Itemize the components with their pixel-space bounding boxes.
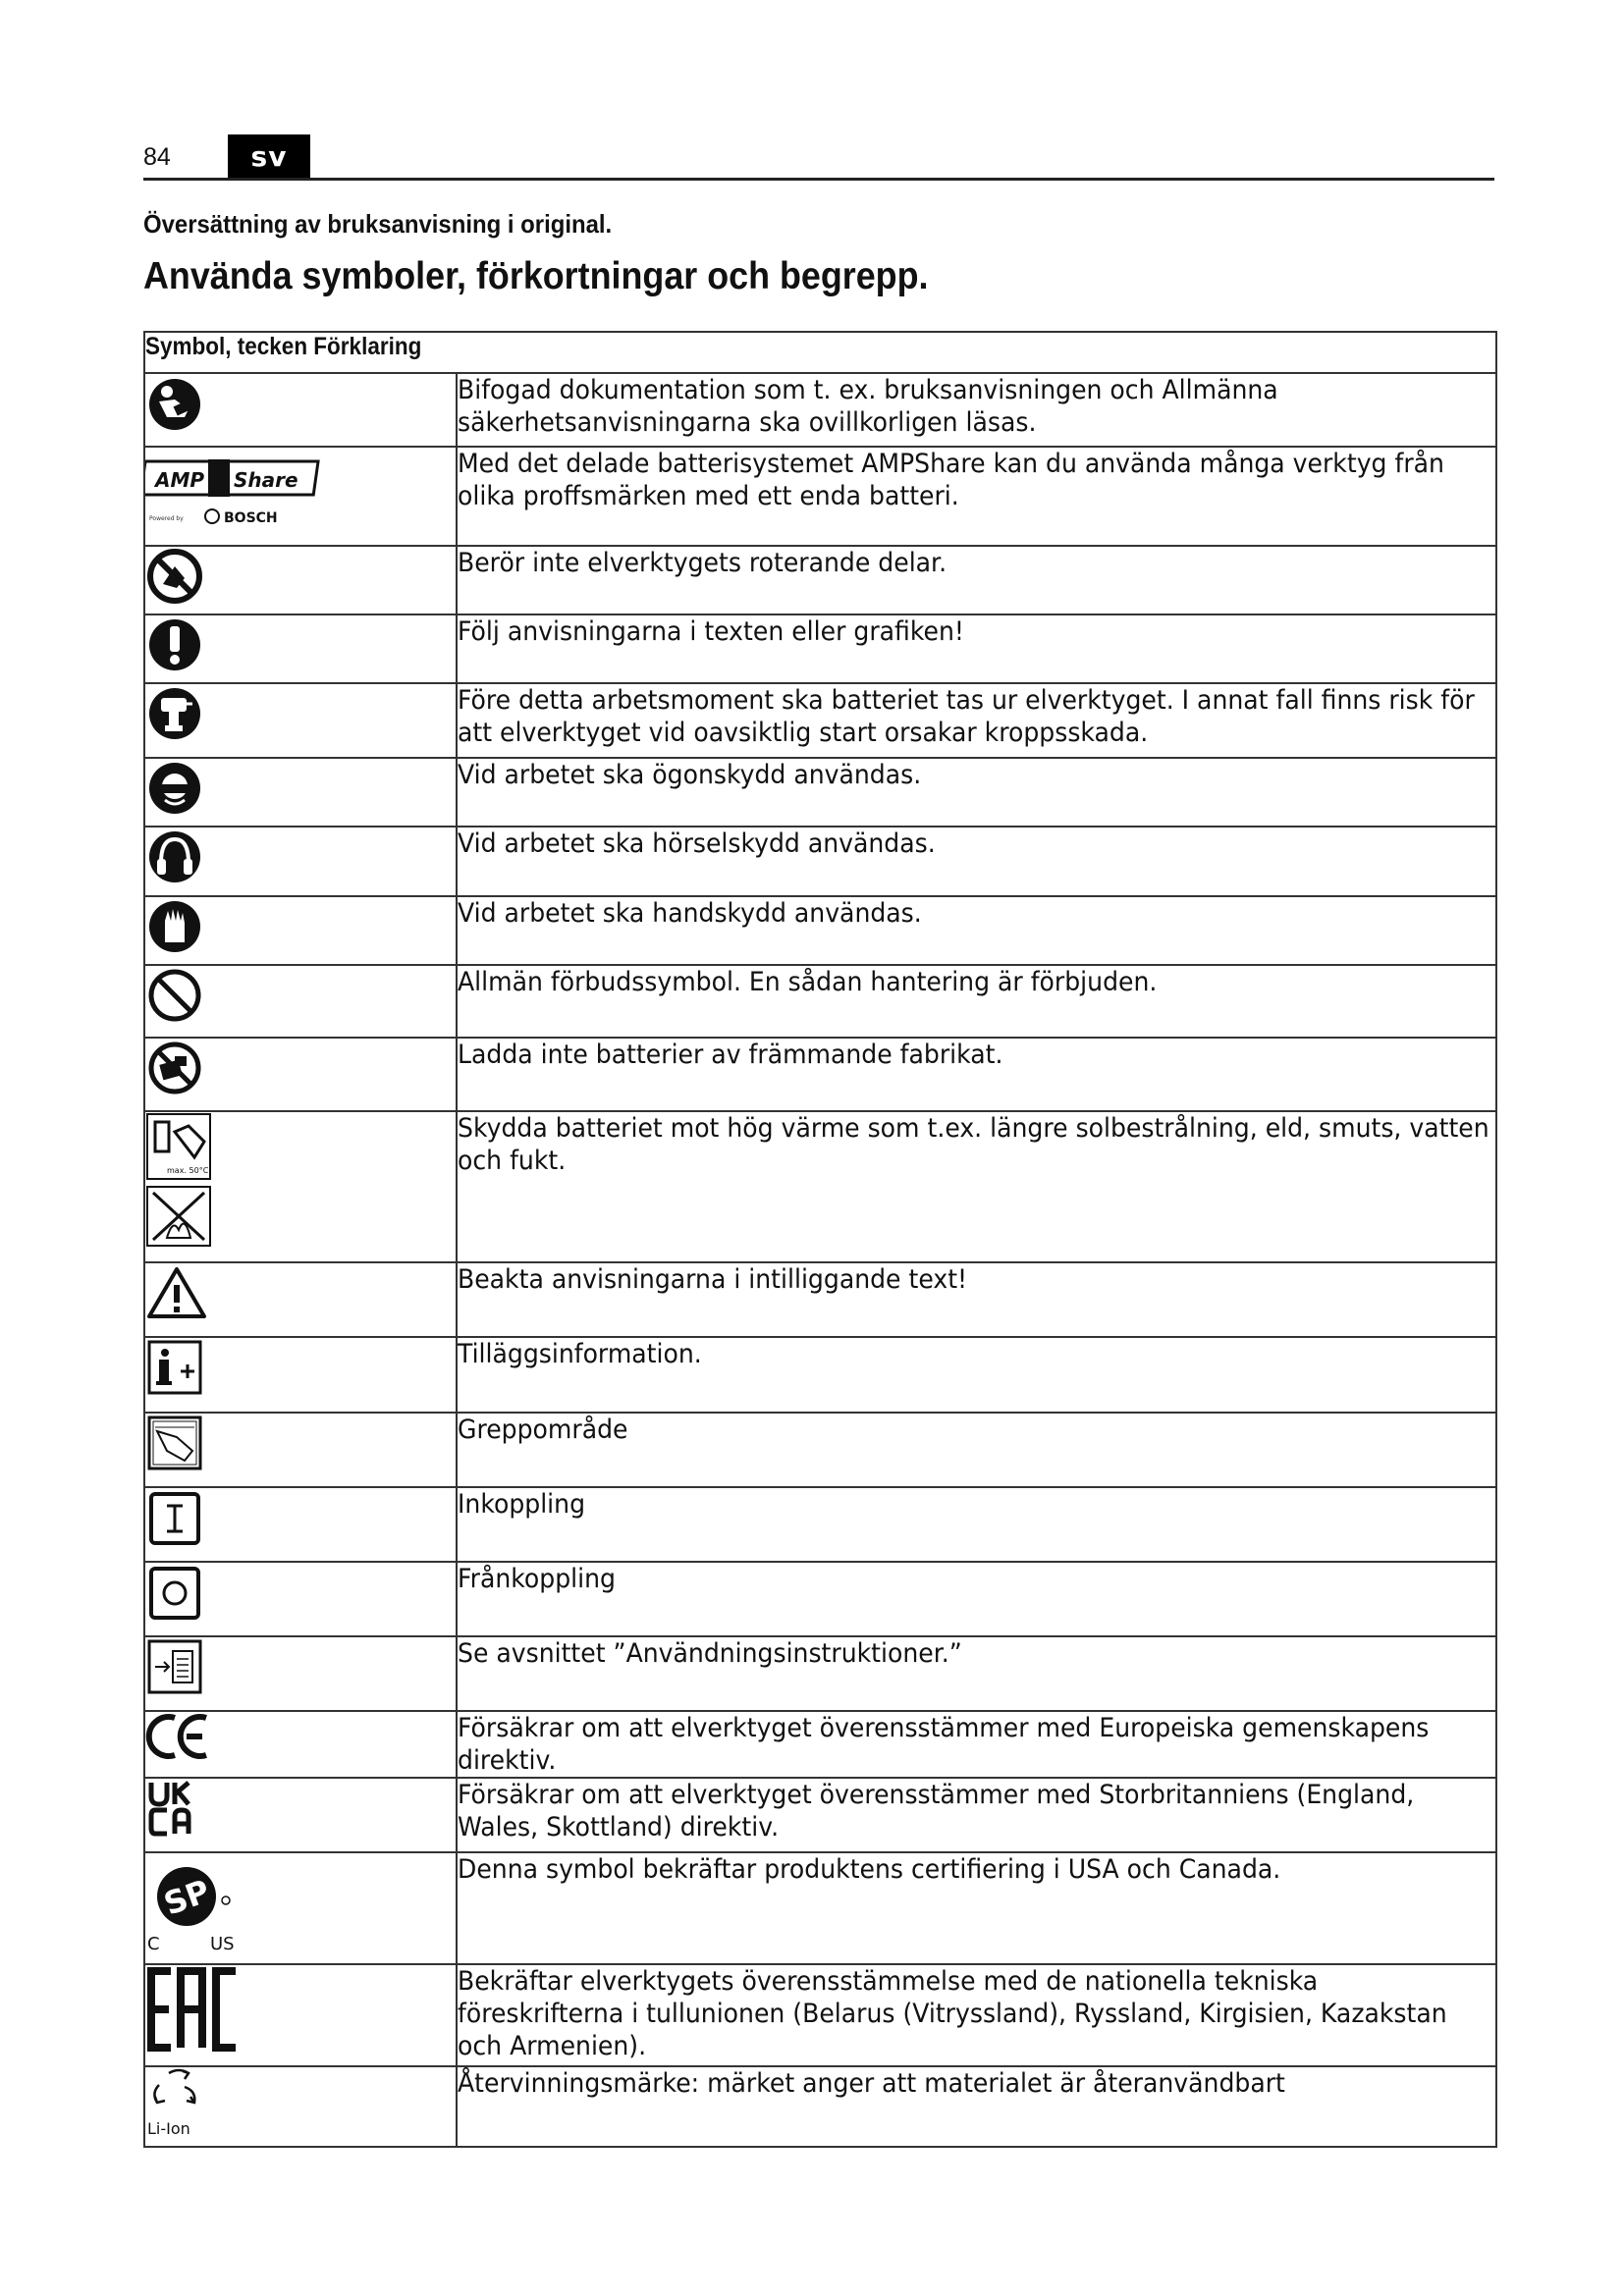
row-text: Denna symbol bekräftar produktens certifiering i USA och Canada. [458,1854,1281,1885]
row-text: Berör inte elverktygets roterande delar. [458,548,947,578]
see-instructions-icon [145,1637,456,1696]
row-text: Inkoppling [458,1489,586,1520]
table-row [144,1636,1496,1711]
max-temp-label: max. 50°C [167,1166,209,1175]
row-text: Försäkrar om att elverktyget överensstämmer med Europeiska gemenskapens direktiv. [458,1713,1430,1776]
no-foreign-charging-icon [145,1039,456,1097]
row-text: Beakta anvisningarna i intilliggande text! [458,1264,968,1295]
no-touch-rotating-icon [145,547,456,606]
li-ion-text: Li-Ion [147,2119,190,2138]
csa-c-text: C [147,1934,160,1954]
page-number: 84 [143,143,171,171]
ampshare-logo [145,448,456,526]
document-subtitle: Översättning av bruksanvisning i original. [143,209,613,239]
row-text: Bekräftar elverktygets överensstämmelse med de nationella tekniska föreskrifterna i tullunionen (Belarus (Vitryssland), Ryssland, Kirgisien, Kazakstan och Armenien). [458,1966,1447,2061]
eac-mark-icon [145,1965,456,2054]
table-row [144,1337,1496,1413]
table-row [144,373,1496,447]
table-row [144,1852,1496,1964]
powered-by-text: Powered by [149,515,184,522]
table-row [144,1038,1496,1111]
row-text: Med det delade batterisystemet AMPShare kan du använda många verktyg från olika proffsmärken med ett enda batteri. [458,449,1444,511]
csa-us-text: US [210,1934,235,1954]
row-text: Ladda inte batterier av främmande fabrikat. [458,1040,1003,1070]
prohibition-icon [145,966,456,1025]
table-row [144,447,1496,546]
svg-text:SP: SP [158,1872,215,1923]
table-row [144,546,1496,614]
table-row [144,1111,1496,1262]
ampshare-share-text: Share [234,468,298,492]
row-text: Vid arbetet ska handskydd användas. [458,898,922,929]
row-text: Återvinningsmärke: märket anger att materialet är återanvändbart [458,2068,1285,2099]
switch-off-icon [145,1563,456,1622]
remove-battery-icon [145,684,456,743]
page-title: Använda symboler, förkortningar och begrepp. [143,255,929,297]
table-row [144,1778,1496,1852]
row-text: Vid arbetet ska hörselskydd användas. [458,828,936,859]
grip-area-icon [145,1414,456,1472]
table-row [144,965,1496,1038]
bosch-text: BOSCH [224,510,278,526]
battery-protect-icon [145,1112,456,1250]
row-text: Allmän förbudssymbol. En sådan hantering är förbjuden. [458,967,1158,997]
table-header: Symbol, tecken Förklaring [144,332,1496,373]
warning-triangle-icon [145,1263,456,1322]
ukca-mark-icon [145,1779,456,1838]
table-row [144,614,1496,683]
hand-protection-icon [145,897,456,956]
row-text: Se avsnittet ”Användningsinstruktioner.” [458,1638,962,1669]
table-row [144,827,1496,896]
row-text: Greppområde [458,1415,628,1445]
table-row [144,683,1496,758]
row-text: Följ anvisningarna i texten eller grafiken! [458,616,964,647]
recycling-icon [145,2067,456,2138]
table-row [144,1562,1496,1636]
row-text: Vid arbetet ska ögonskydd användas. [458,760,922,790]
row-text: Försäkrar om att elverktyget överensstämmer med Storbritanniens (England, Wales, Skottland) direktiv. [458,1780,1415,1842]
table-row [144,896,1496,965]
ear-protection-icon [145,828,456,886]
table-header-row [144,332,1496,373]
switch-on-icon [145,1488,456,1547]
row-text: Före detta arbetsmoment ska batteriet tas ur elverktyget. I annat fall finns risk för att elverktyget vid oavsiktlig start orsakar kroppsskada. [458,685,1475,748]
table-row [144,1964,1496,2066]
read-manual-icon [145,374,456,433]
row-text: Skydda batteriet mot hög värme som t.ex. längre solbestrålning, eld, smuts, vatten och fukt. [458,1113,1489,1176]
exclamation-icon [145,615,456,674]
row-text: Frånkoppling [458,1564,616,1594]
row-text: Bifogad dokumentation som t. ex. bruksanvisningen och Allmänna säkerhetsanvisningarna ska ovillkorligen läsas. [458,375,1278,438]
csa-mark-icon [145,1853,456,1955]
table-row [144,1487,1496,1562]
row-text: Tilläggsinformation. [458,1339,702,1369]
table-row [144,2066,1496,2147]
table-row [144,1262,1496,1337]
ampshare-amp-text: AMP [155,468,205,492]
table-row [144,1711,1496,1778]
table-row [144,1413,1496,1487]
symbols-table [143,331,1497,2148]
ce-mark-icon [145,1712,456,1761]
info-plus-icon [145,1338,456,1397]
table-row [144,758,1496,827]
language-badge: sv [228,134,310,179]
header-rule [143,178,1494,181]
eye-protection-icon [145,759,456,818]
